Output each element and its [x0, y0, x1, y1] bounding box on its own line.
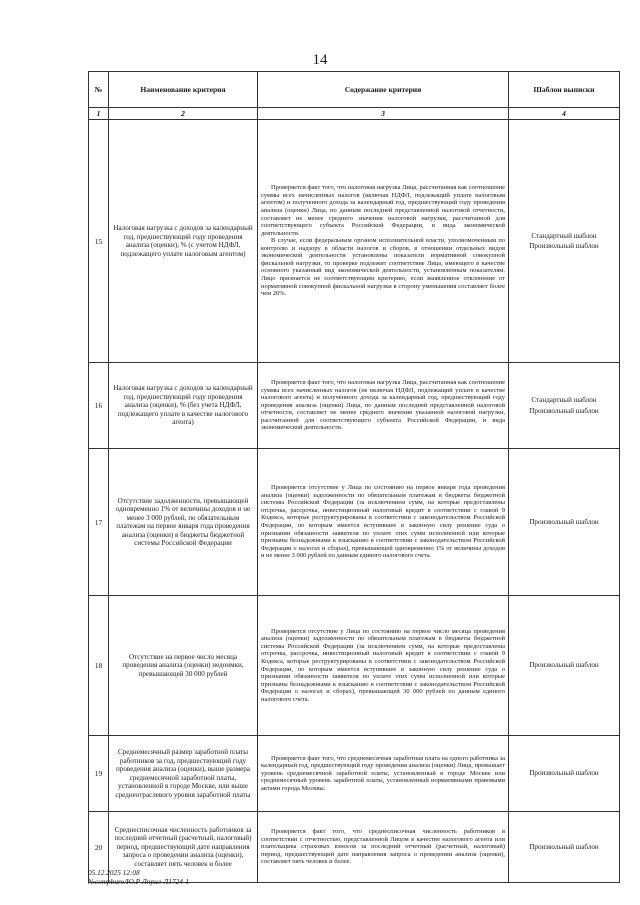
content-paragraph: Проверяется факт того, что среднемесячная заработная плата на одного работника за календарный год, предшествующий году проведения анализа (оценки) Лица, превышает уровень среднемесячной заработной платы, установленный в городе Москве или среднемесячный уровень заработной платы, установленный нормативными правовыми актами города Москвы. [261, 754, 505, 792]
criterion-name: Среднесписочная численность работников за последний отчетный (расчетный, налоговый) период, предшествующий дате направления запроса о проведении анализа (оценки), составляет пять человек и более [109, 812, 258, 883]
template-name: Произвольный шаблон [529, 406, 599, 415]
template-name: Произвольный шаблон [529, 661, 599, 670]
criterion-content [258, 449, 509, 596]
content-paragraph: Проверяется отсутствие у Лица по состоянию на первое января года проведения анализа (оценки) задолженности по обязательным платежам в бюджеты бюджетной системы Российской Федерации (за исключением сумм, на которые предоставлены отсрочка, рассрочка, инвестиционный налоговый кредит в соответствии с главой 9 Кодекса, которые реструктурированы в соответствии с законодательством Российской Федерации, по которым имеется вступившее в законную силу решение суда о признании обязанности заявителя по уплате этих сумм исполненной или которые признаны безнадежными к взысканию в соответствии с законодательством Российской Федерации о налогах и сборах), превышающей одновременно 1% от величины доходов и не менее 3 000 рублей по данным единого налогового счета. [261, 484, 505, 560]
template-cell [509, 736, 620, 812]
column-index-row [89, 108, 620, 120]
criterion-name: Отсутствие задолженности, превышающей одновременно 1% от величины доходов и не менее 3 000 рублей, по обязательным платежам на первое января года проведения анализа (оценки) в бюджеты бюджетной системы Российской Федерации [109, 449, 258, 596]
column-index: 1 [89, 108, 109, 120]
table-row [89, 596, 620, 736]
row-number: 17 [89, 449, 109, 596]
criterion-content [258, 812, 509, 883]
row-number: 16 [89, 363, 109, 449]
table-header-row [89, 72, 620, 108]
criterion-name: Отсутствие на первое число месяца проведения анализа (оценки) недоимки, превышающей 30 000 рублей [109, 596, 258, 736]
header-number: № [89, 72, 109, 108]
criterion-name: Налоговая нагрузка с доходов за календарный год, предшествующий году проведения анализа (оценки), % (с учетом НДФЛ, подлежащего уплате налоговым агентом) [109, 120, 258, 363]
template-name: Произвольный шаблон [529, 769, 599, 778]
row-number: 18 [89, 596, 109, 736]
column-index: 2 [109, 108, 258, 120]
criterion-content [258, 363, 509, 449]
content-paragraph: Проверяется факт того, что налоговая нагрузка Лица, рассчитанная как соотношение суммы всех начисленных налогов (не включая НДФЛ, подлежащий уплате в качестве налогового агента) и полученного дохода за календарный год, предшествующий году проведения анализа (оценки) Лица, по данным последней представленной налоговой отчетности, составляет не менее среднего значения указанной налоговой нагрузки, рассчитанной для соответствующего субъекта Российской Федерации, и вида экономической деятельности. [261, 379, 505, 432]
footer-doc-reference: №compburo/Ю.Р Лприл-Л1724-1 [88, 877, 189, 887]
document-footer [88, 868, 189, 887]
content-paragraph: Проверяется факт того, что налоговая нагрузка Лица, рассчитанная как соотношение суммы всех начисленных налогов (включая НДФЛ, подлежащий уплате налоговым агентом) и полученного дохода за календарный год, предшествующий году проведения анализа (оценки) Лица, по данным последней представленной налоговой отчетности, составляет не менее среднего значения налоговой нагрузки, рассчитанной для соответствующего субъекта Российской Федерации, и вида экономической деятельности. [261, 184, 505, 237]
criterion-content [258, 736, 509, 812]
table-row [89, 120, 620, 363]
template-name: Стандартный шаблон [531, 231, 597, 240]
template-cell [509, 449, 620, 596]
footer-datetime: 05.12.2025 12:08 [88, 868, 140, 877]
criterion-name: Налоговая нагрузка с доходов за календарный год, предшествующий году проведения анализа (оценки), % (без учета НДФЛ, подлежащего уплате в качестве налогового агента) [109, 363, 258, 449]
row-number: 19 [89, 736, 109, 812]
header-template: Шаблон выписки [509, 72, 620, 108]
header-criterion-content: Содержание критерия [258, 72, 509, 108]
table-row [89, 736, 620, 812]
template-cell [509, 120, 620, 363]
table-row [89, 363, 620, 449]
column-index: 4 [509, 108, 620, 120]
content-paragraph: В случае, если федеральным органом исполнительной власти, уполномоченным по контролю и надзору в области налогов и сборов, в отношении отдельных видов экономической деятельности установлены показатели нормативной совокупной фискальной нагрузки, то проверке подлежит соответствие Лица, имеющего в качестве основного указанный вид экономической деятельности, установленным показателям. Лицо признается не соответствующим критерию, если выявленное отклонение от нормативной совокупной фискальной нагрузки в сторону уменьшения составляет более чем 20%. [261, 237, 505, 298]
content-paragraph: Проверяется отсутствие у Лица по состоянию на первое число месяца проведения анализа (оценки) задолженности по обязательным платежам в бюджеты бюджетной системы Российской Федерации (за исключением сумм, на которые предоставлены отсрочка, рассрочка, инвестиционный налоговый кредит в соответствии с главой 9 Кодекса, которые реструктурированы в соответствии с законодательством Российской Федерации, по которым имеется вступившее в законную силу решение суда о признании обязанности заявителя по уплате этих сумм исполненной или которые признаны безнадежными к взысканию в соответствии с законодательством Российской Федерации о налогах и сборах), превышающей 30 000 рублей по данным единого налогового счета. [261, 627, 505, 703]
criteria-table [88, 71, 620, 883]
table-row [89, 449, 620, 596]
template-cell [509, 596, 620, 736]
row-number: 15 [89, 120, 109, 363]
template-name: Произвольный шаблон [529, 517, 599, 526]
criterion-content [258, 120, 509, 363]
criterion-content [258, 596, 509, 736]
page-number: 14 [312, 52, 328, 68]
header-criterion-name: Наименование критерия [109, 72, 258, 108]
template-cell [509, 812, 620, 883]
template-name: Произвольный шаблон [529, 242, 599, 250]
row-number: 20 [89, 812, 109, 883]
template-cell [509, 363, 620, 449]
column-index: 3 [258, 108, 509, 120]
template-name: Стандартный шаблон [531, 396, 597, 405]
criterion-name: Среднемесячный размер заработной платы работников за год, предшествующий году проведения анализа (оценки), выше размера среднемесячной заработной платы, установленной в городе Москве, или выше среднеотраслевого уровня заработной платы [109, 736, 258, 812]
content-paragraph: Проверяется факт того, что среднесписочная численность работников в соответствии с отчетностью, представленной Лицом в качестве налогового агента или плательщика страховых взносов за последний отчетный (расчетный, налоговый) период, предшествующий дате направления запроса о проведении анализа (оценки), составляет пять человек и более. [261, 828, 505, 866]
template-name: Произвольный шаблон [529, 842, 599, 851]
